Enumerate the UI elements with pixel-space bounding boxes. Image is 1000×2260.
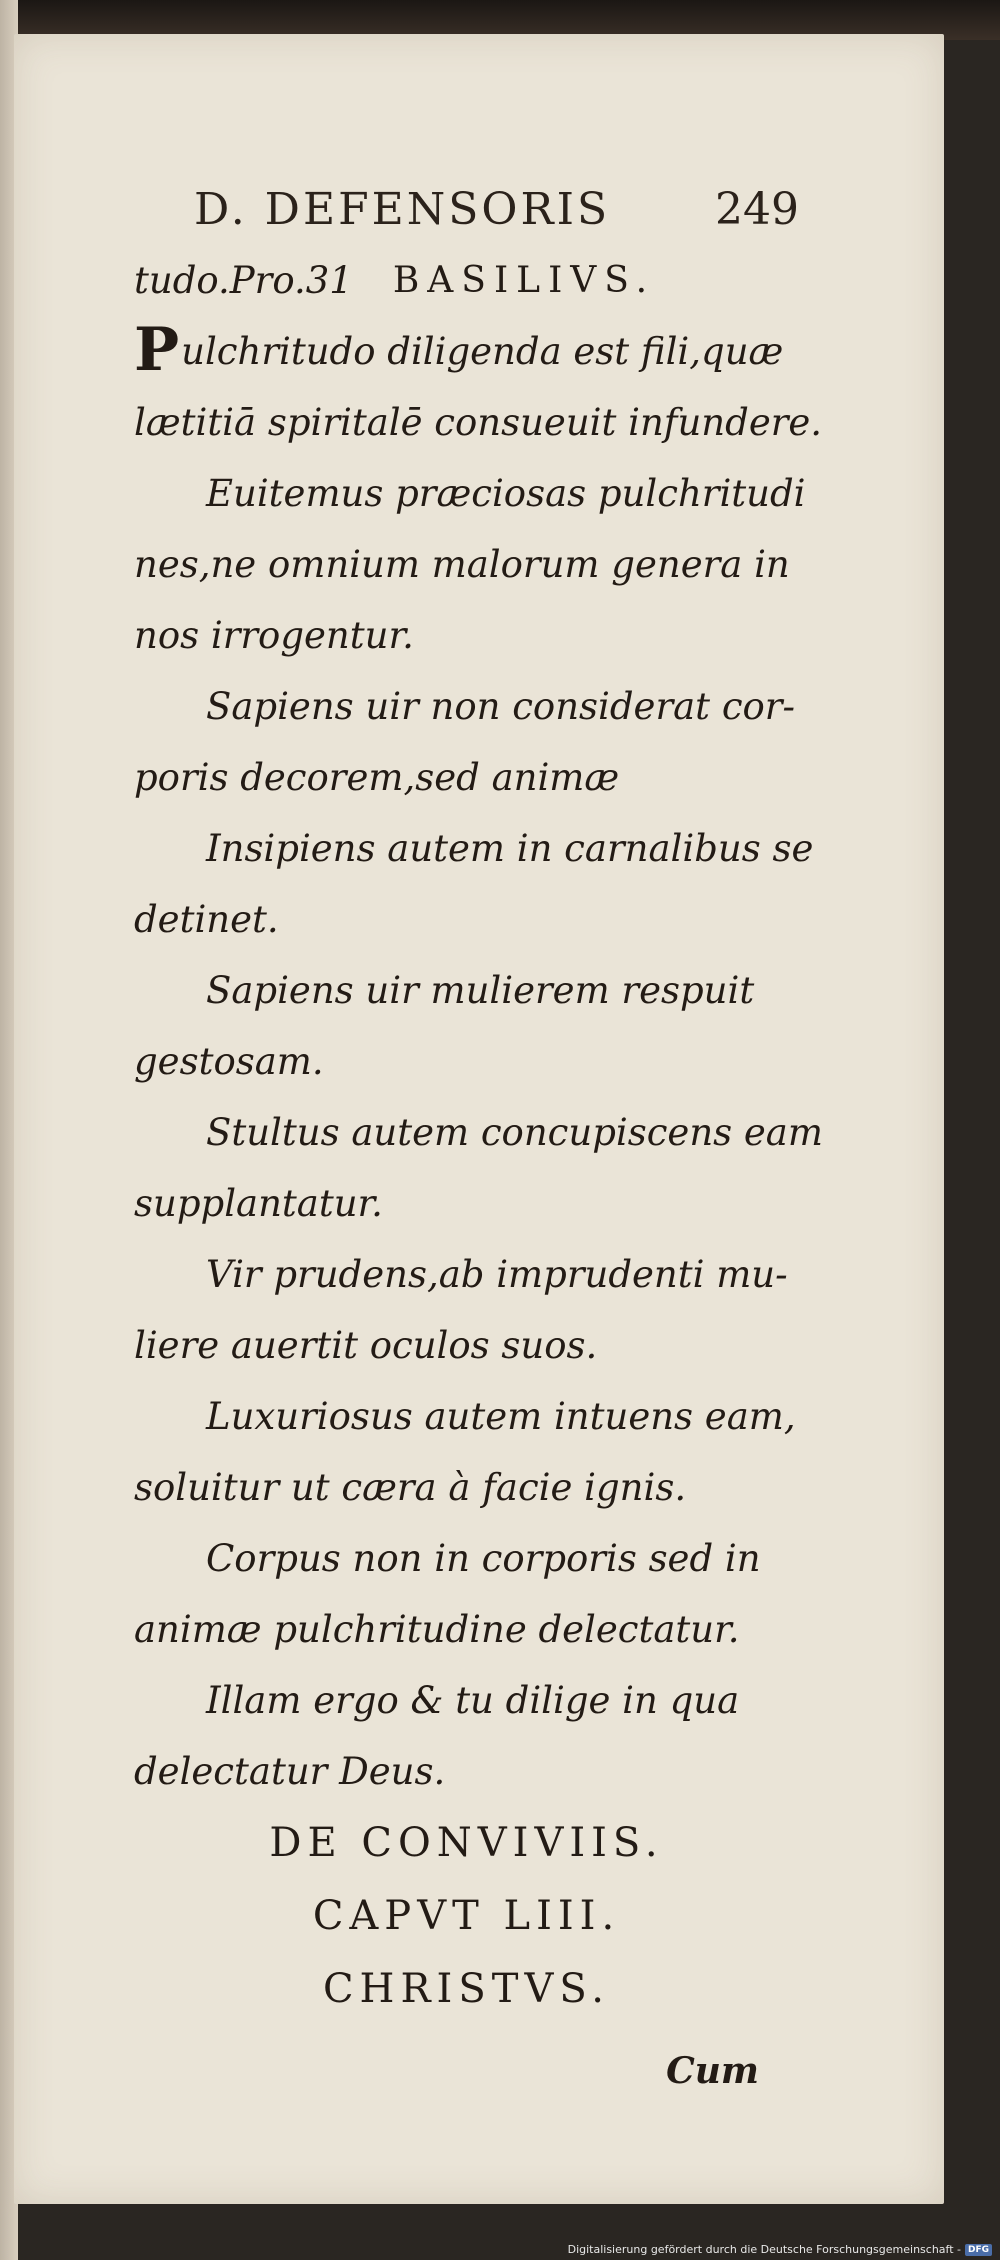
text-line: Illam ergo & tu dilige in qua <box>206 1679 740 1722</box>
initial-letter: P <box>134 315 180 385</box>
running-head-title: D. DEFENSORIS <box>194 184 611 235</box>
text-line: nos irrogentur. <box>134 614 414 657</box>
digitization-footer <box>568 2243 992 2256</box>
text-line: liere auertit oculos suos. <box>134 1324 598 1367</box>
text-line: Euitemus præciosas pulchritudi <box>206 472 806 515</box>
text-line: soluitur ut cæra à facie ignis. <box>134 1466 687 1509</box>
text-line: gestosam. <box>134 1040 324 1083</box>
text-line: detinet. <box>134 898 279 941</box>
text-line: animæ pulchritudine delectatur. <box>134 1608 740 1651</box>
section-header <box>134 245 799 316</box>
scripture-reference: tudo.Pro.31 <box>134 259 353 302</box>
catchword: Cum <box>666 2050 759 2092</box>
chapter-title: DE CONVIVIIS. <box>269 1820 664 1866</box>
text-line-rest: ulchritudo diligenda est fili,quæ <box>181 330 784 373</box>
text-line: nes,ne omnium malorum genera in <box>134 543 790 586</box>
text-line: delectatur Deus. <box>134 1750 446 1793</box>
text-line: lætitiā spiritalē consueuit infundere. <box>134 401 823 444</box>
footer-text: Digitalisierung gefördert durch die Deutsche Forschungsgemeinschaft - <box>567 2243 961 2256</box>
text-block <box>134 184 823 2116</box>
section-author: CHRISTVS. <box>322 1966 611 2012</box>
text-line: Insipiens autem in carnalibus se <box>206 827 814 870</box>
text-line: poris decorem,sed animæ <box>134 756 620 799</box>
text-line: Sapiens uir mulierem respuit <box>206 969 755 1012</box>
text-line: Sapiens uir non considerat cor- <box>206 685 796 728</box>
text-line: supplantatur. <box>134 1182 383 1225</box>
text-line: Stultus autem concupiscens eam <box>206 1111 823 1154</box>
chapter-number: CAPVT LIII. <box>312 1893 621 1939</box>
text-line: Luxuriosus autem intuens eam, <box>206 1395 796 1438</box>
text-line: Vir prudens,ab imprudenti mu- <box>206 1253 788 1296</box>
page-number: 249 <box>715 184 799 235</box>
text-line <box>134 316 799 387</box>
text-line: Corpus non in corporis sed in <box>206 1537 761 1580</box>
author-name: BASILIVS. <box>392 260 656 301</box>
dfg-logo: DFG <box>965 2244 992 2256</box>
book-page <box>14 34 944 2204</box>
running-head <box>194 184 799 235</box>
